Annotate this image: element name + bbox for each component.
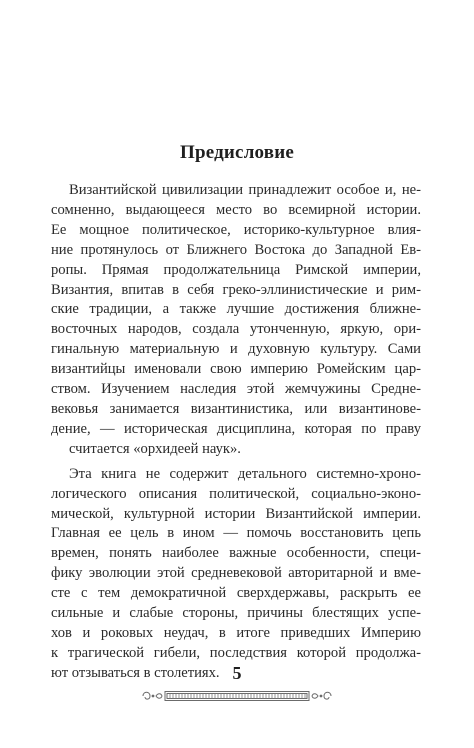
text-line: считается «орхидеей наук».: [69, 440, 241, 457]
text-line: хов и роковых неудач, в итоге приведших Империю: [51, 624, 421, 641]
text-line: ропы. Прямая продолжательница Римской империи,: [51, 261, 421, 278]
paragraph-1: [51, 181, 421, 460]
page-title: Предисловие: [179, 142, 295, 163]
text-line: Эта книга не содержит детального системно-хроно-: [69, 465, 421, 482]
text-line: восточных народов, создала утонченную, яркую, ори-: [51, 321, 421, 338]
text-line: сильные и слабые стороны, причины блестящих успе-: [51, 605, 421, 622]
text-line: ские традиции, а также лучшие достижения ближне-: [51, 301, 421, 318]
text-line: Византийской цивилизации принадлежит особое и, не-: [69, 182, 421, 198]
text-line: логического описания политической, социально-эконо-: [51, 485, 421, 502]
text-line: византийцы именовали свою империю Ромейским цар-: [51, 361, 421, 378]
text-line: сте с тем демократичной сверхдержавы, раскрыть ее: [51, 585, 421, 602]
text-line: вековья занимается византинистика, или византинове-: [51, 400, 421, 417]
text-line: ют отзываться в столетиях.: [51, 664, 220, 681]
text-line: дение, — историческая дисциплина, которая по праву: [51, 420, 421, 437]
text-line: Ее мощное политическое, историко-культурное влия-: [51, 221, 421, 238]
text-line: ством. Изучением наследия этой жемчужины Средне-: [51, 381, 421, 398]
text-line: мической, культурной истории Византийской империи.: [51, 505, 421, 522]
text-line: сомненно, выдающееся место во всемирной истории.: [51, 201, 421, 218]
text-line: времен, понять наиболее важные особенности, специ-: [51, 545, 421, 562]
decorative-scroll-ornament-icon: [140, 688, 334, 704]
text-line: гинальную материальную и духовную культуру. Сами: [51, 341, 421, 358]
text-line: Византия, впитав в себя греко-эллинистические и рим-: [51, 281, 421, 298]
body-text: [51, 181, 421, 684]
text-line: фику эволюции этой средневековой авторитарной и вме-: [51, 565, 421, 582]
text-line: к трагической гибели, последствия которой продолжа-: [51, 644, 421, 661]
page-number: 5: [232, 663, 242, 683]
paragraph-2: [51, 465, 421, 684]
text-line: ние протянулось от Ближнего Востока до Западной Ев-: [51, 241, 421, 258]
text-line: Главная ее цель в ином — помочь восстановить цепь: [51, 525, 421, 542]
